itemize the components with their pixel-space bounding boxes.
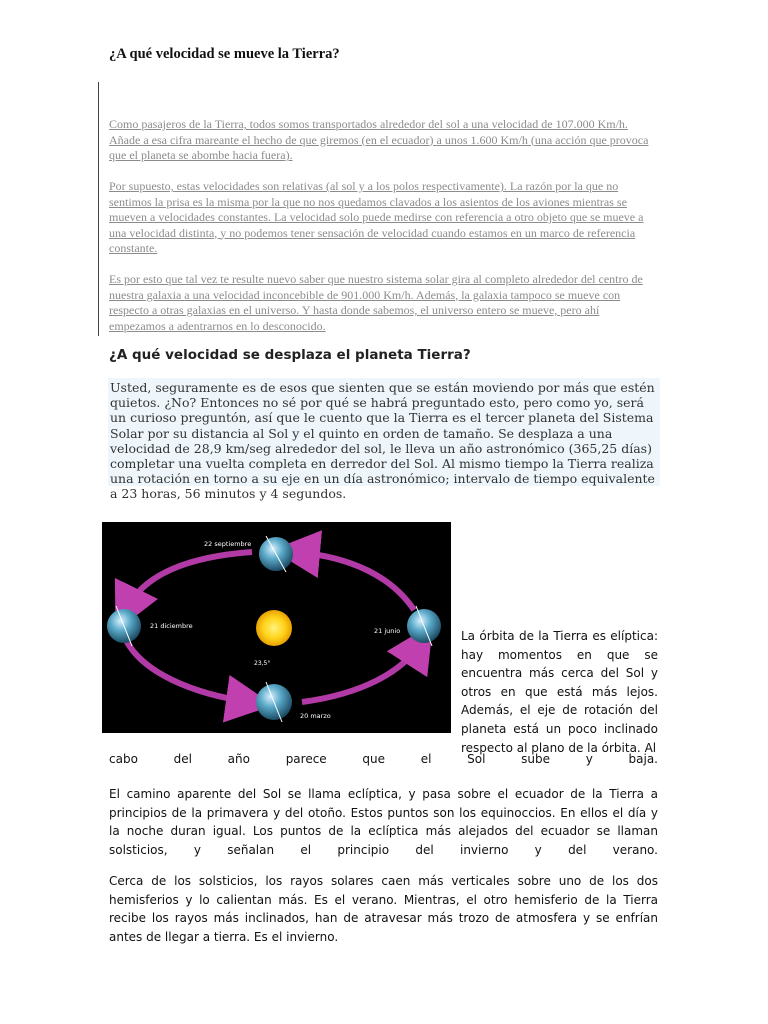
orbit-description: La órbita de la Tierra es elíptica: hay momentos en que se encuentra más cerca del Sol y otros en que está más lejos. Además, el eje de rotación del planeta está un poco inclinado respecto al plano de la órbita. Al [461,629,658,755]
highlight-paragraph: Usted, seguramente es de esos que sienten que se están moviendo por más que estén quietos. ¿No? Entonces no sé por qué se habrá preguntado esto, pero como yo, será un curioso preguntón, así que le cuento que la Tierra es el tercer planeta del Sistema Solar por su distancia al Sol y el quinto en orden de tamaño. Se desplaza a una velocidad de 28,9 km/seg alrededor del sol, le lleva un año astronómico (365,25 días) completar una vuelta completa en derredor del Sol. Al mismo tiempo la Tierra realiza una rotación en torno a su eje en un día astronómico; intervalo de tiempo equivalente a 23 horas, 56 minutos y 4 segundos. [110,380,655,502]
word: y [585,752,593,766]
word: cabo [109,752,138,766]
word: año [227,752,250,766]
link-paragraph-3[interactable]: Es por esto que tal vez te resulte nuevo saber que nuestro sistema solar gira al completo alrededor del centro de nuestra galaxia a una velocidad inconcebible de 901.000 Km/h. Además, la galaxia tampoco se mueve con respecto a otras galaxias en el universo. Y hasta donde sabemos, el universo entero se mueve, pero ahí empezamos a adentrarnos en lo desconocido. [109,272,643,333]
word: sube [521,752,550,766]
word: Sol [467,752,486,766]
link-paragraph-2[interactable]: Por supuesto, estas velocidades son relativas (al sol y a los polos respectivamente). La razón por la que no sentimos la prisa es la misma por la que no nos quedamos clavados a los asientos de los aviones mientras se mueven a velocidades constantes. La velocidad solo puede medirse con referencia a otro objeto que se mueve a una velocidad distinta, y no podemos tener sensación de velocidad cuando estamos en un marco de referencia constante. [109,179,644,255]
ecliptic-paragraph: El camino aparente del Sol se llama eclíptica, y pasa sobre el ecuador de la Tierra a principios de la primavera y del otoño. Estos puntos son los equinoccios. En ellos el día y la noche duran igual. Los puntos de la eclíptica más alejados del ecuador se llaman solsticios, y señalan el principio del invierno y del verano. [109,787,658,857]
solstice-paragraph: Cerca de los solsticios, los rayos solares caen más verticales sobre uno de los dos hemisferios y lo calientan más. Es el verano. Mientras, el otro hemisferio de la Tierra recibe los rayos más inclinados, han de atravesar más trozo de atmosfera y se enfrían antes de llegar a tierra. Es el invierno. [109,874,658,944]
section-heading: ¿A qué velocidad se desplaza el planeta Tierra? [109,347,471,363]
word: que [362,752,386,766]
label-june: 21 junio [374,627,401,635]
word: baja. [628,752,658,766]
vertical-divider [98,82,99,336]
label-tilt: 23,5° [254,660,271,667]
earth-orbit-diagram [102,522,451,733]
link-paragraph-1[interactable]: Como pasajeros de la Tierra, todos somos transportados alrededor del sol a una velocidad de 107.000 Km/h. Añade a esa cifra mareante el hecho de que giremos (en el ecuador) a unos 1.600 Km/h (una acción que provoca que el planeta se abombe hacia fuera). [109,117,649,162]
label-september: 22 septiembre [204,540,252,548]
word: el [420,752,432,766]
word: parece [285,752,327,766]
label-december: 21 diciembre [150,622,193,630]
label-march: 20 marzo [300,712,331,720]
word: del [173,752,192,766]
justified-line [109,750,658,769]
page-title: ¿A qué velocidad se mueve la Tierra? [109,46,340,62]
highlight-box [108,378,660,502]
sun-icon [256,610,292,646]
